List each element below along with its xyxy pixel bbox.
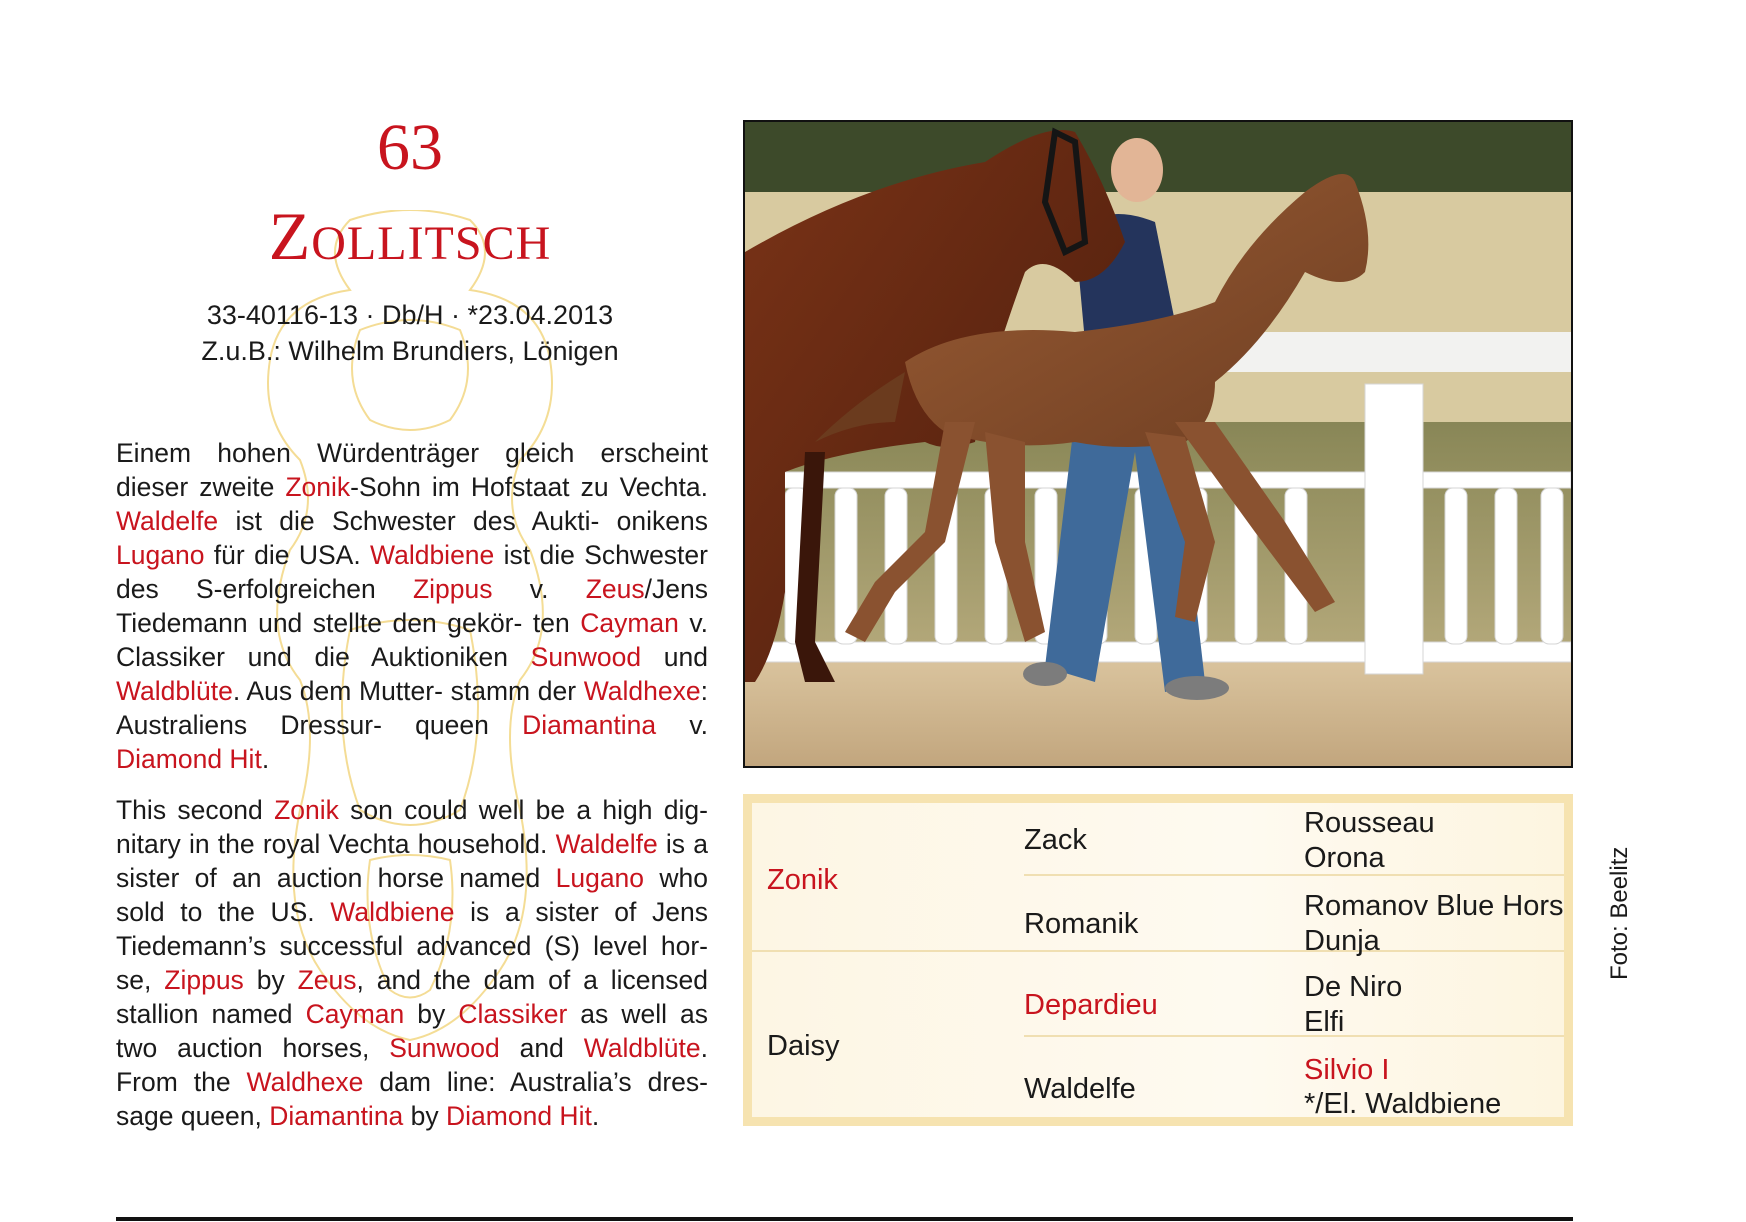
pedigree-ss-sire: Rousseau [1304, 807, 1435, 839]
pedigree-sire-sire: Zack [1024, 824, 1087, 856]
pedigree-dd-dam: */El. Waldbiene [1304, 1088, 1502, 1120]
pedigree-sd-dam: Dunja [1304, 925, 1380, 957]
pedigree-ds-dam: Elfi [1304, 1006, 1345, 1038]
footer-rule [116, 1217, 1573, 1221]
description-german: Einem hohen Würdenträger gleich erscheint dieser zweite Zonik-Sohn im Hofstaat zu Vechta. Waldelfe ist die Schwester des Aukti- onikens Lugano für die USA. Waldbiene ist die Schwester des S-erfolgreichen Zippus v. Zeus/Jens Tiedemann und stellte den gekör- ten Cayman v. Classiker und die Auktioniken Sunwood und Waldblüte. Aus dem Mutter- stamm der Waldhexe: Australiens Dressur- queen Diamantina v. Diamond Hit. [116, 438, 709, 774]
pedigree-dam: Daisy [767, 1030, 840, 1062]
pedigree-divider [1024, 1035, 1564, 1037]
registration-line: 33-40116-13 · Db/H · *23.04.2013 [206, 300, 614, 330]
pedigree-divider [752, 950, 1564, 952]
horse-photo [743, 120, 1573, 768]
description-english: This second Zonik son could well be a high dig- nitary in the royal Vechta household. Waldelfe is a sister of an auction horse named Lugano who sold to the US. Waldbiene is a sister of Jens Tiedemann’s successful advanced (S) level hor- se, Zippus by Zeus, and the dam of a licensed stallion named Cayman by Classiker as well as two auction horses, Sunwood and Waldblüte. From the Waldhexe dam line: Australia’s dres- sage queen, Diamantina by Diamond Hit. [116, 795, 708, 1131]
pedigree-ds-sire: De Niro [1304, 971, 1403, 1003]
pedigree-ss-dam: Orona [1304, 842, 1385, 874]
lot-number: 63 [377, 111, 443, 184]
breeder-line: Z.u.B.: Wilhelm Brundiers, Lönigen [201, 336, 619, 366]
pedigree-divider [1024, 874, 1564, 876]
pedigree-sire-dam: Romanik [1024, 908, 1139, 940]
pedigree-dam-sire: Depardieu [1024, 989, 1158, 1021]
pedigree-dam-dam: Waldelfe [1024, 1073, 1136, 1105]
pedigree-dd-sire: Silvio I [1304, 1054, 1390, 1086]
pedigree-sd-sire: Romanov Blue Hors [1304, 890, 1564, 922]
pedigree-sire: Zonik [767, 864, 838, 896]
horse-name: Zollitsch [268, 198, 552, 274]
photo-credit: Foto: Beelitz [1606, 846, 1633, 980]
pedigree-table [743, 794, 1573, 1126]
